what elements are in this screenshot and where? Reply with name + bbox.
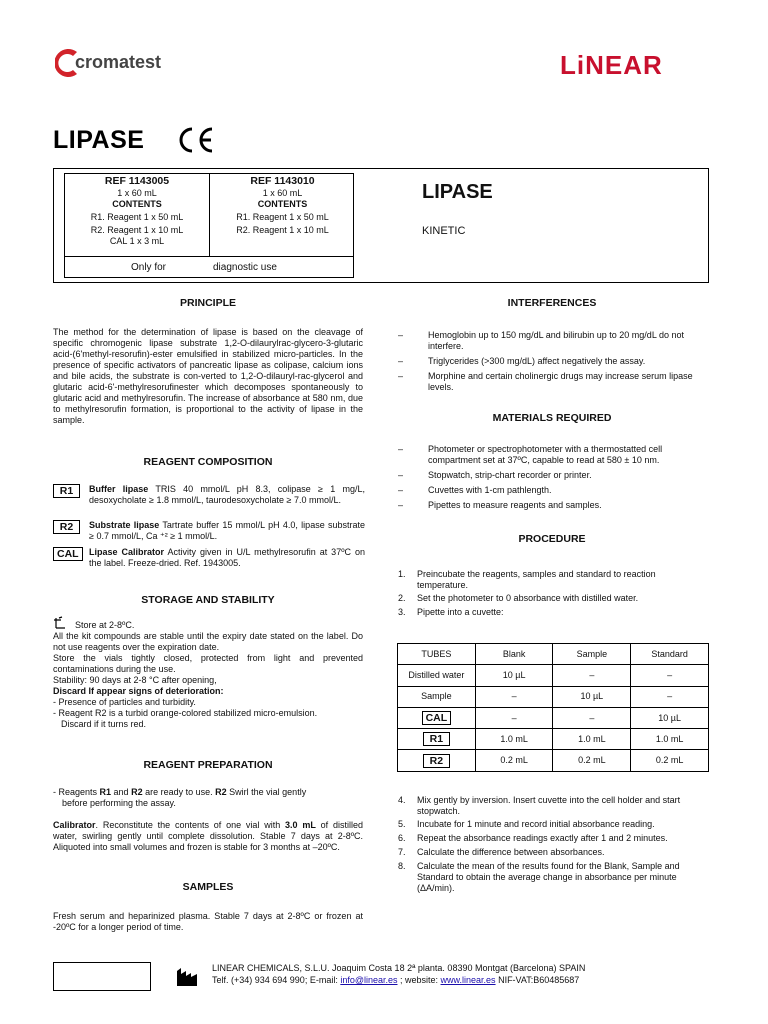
samples-text: Fresh serum and heparinized plasma. Stable 7 days at 2-8ºC or frozen at -20ºC for a longer period of time. xyxy=(53,911,363,932)
method-type: KINETIC xyxy=(422,225,466,237)
ref-r1: R1. Reagent 1 x 50 mL xyxy=(90,212,184,222)
principle-text: The method for the determination of lipase is based on the cleavage of specific chromogenic lipase substrate 1,2-O-dilaurylrac-glycero-3-glutaric acid-(6'methyl-resorufin)-ester emulsified in stabilized micro-particles. In the presence of specific activators of pancreatic lipase as colipase, calcium ions and bile acids, the substrate is con-verted to 1,2-O-dilauryl-rac-glycerol and glutaric acid-6'-methylresorufinester which decomposes spontaneously to glutaric acid and methylresorufin. The increase of absorbance at 580 nm, due to methylresorufin formation, is proportional to the activity of lipase in the sample. xyxy=(53,327,363,425)
cromatest-wordmark: cromatest xyxy=(75,52,162,72)
cal-badge: CAL xyxy=(422,711,452,725)
list-item: – Stopwatch, strip-chart recorder or printer. xyxy=(398,470,592,480)
pipetting-table xyxy=(397,643,709,772)
ref-volume: 1 x 60 mL xyxy=(262,188,303,198)
procedure-step: 6. Repeat the absorbance readings exactly after 1 and 2 minutes. xyxy=(398,833,668,843)
footer-company: LINEAR CHEMICALS, S.L.U. Joaquim Costa 18 2ª planta. 08390 Montgat (Barcelona) SPAIN xyxy=(212,963,586,973)
procedure-step: 4. Mix gently by inversion. Insert cuvette into the cell holder and start stopwatch. xyxy=(398,795,681,816)
storage-text: Store at 2-8ºC. All the kit compounds are stable until the expiry date stated on the label. Do not use reagents over the expiration date. Store the vials tightly closed, protected from light and prevented contaminations during the use. Stability: 90 days at 2-8 °C after opening, Discard If appear signs of deterioration: - Presence of particles and turbidity. - Reagent R2 is a turbid orange-colored stabilized micro-emulsion. Discard if it turns red. xyxy=(53,620,363,730)
table-row: Distilled water 10 µL – – xyxy=(398,665,709,686)
table-row: R1 1.0 mL 1.0 mL 1.0 mL xyxy=(398,729,709,750)
r1-badge: R1 xyxy=(423,732,450,746)
procedure-step: 8. Calculate the mean of the results found for the Blank, Sample and Standard to obtain the average change in absorbance per minute (ΔA/min). xyxy=(398,861,680,893)
list-item: – Hemoglobin up to 150 mg/dL and bilirubin up to 20 mg/dL do not interfere. xyxy=(398,330,685,351)
r2-badge: R2 xyxy=(423,754,450,768)
interferences-list xyxy=(398,330,706,397)
thermometer-icon xyxy=(53,616,67,630)
table-header-row: TUBES Blank Sample Standard xyxy=(398,644,709,665)
table-row: CAL – – 10 µL xyxy=(398,707,709,728)
ref-column-1 xyxy=(65,174,210,256)
procedure-step: 5. Incubate for 1 minute and record initial absorbance reading. xyxy=(398,819,655,829)
list-item: – Pipettes to measure reagents and samples. xyxy=(398,500,602,510)
storage-temp: Store at 2-8ºC. xyxy=(53,620,363,631)
ref-table xyxy=(64,173,354,278)
procedure-step: 2. Set the photometer to 0 absorbance with distilled water. xyxy=(398,593,639,603)
product-name: LIPASE xyxy=(422,181,493,203)
table-row: Sample – 10 µL – xyxy=(398,686,709,707)
ref-column-2 xyxy=(210,174,355,256)
list-item: – Photometer or spectrophotometer with a thermostatted cell compartment set at 37ºC, capable to read at 580 ± 10 nm. xyxy=(398,444,663,465)
procedure-heading: PROCEDURE xyxy=(518,533,586,545)
website-link[interactable]: www.linear.es xyxy=(440,975,496,985)
cal-badge: CAL xyxy=(53,547,83,561)
ref-volume: 1 x 60 mL xyxy=(117,188,157,198)
samples-heading: SAMPLES xyxy=(182,881,234,893)
ref-contents-label: CONTENTS xyxy=(257,199,308,209)
procedure-step: 3. Pipette into a cuvette: xyxy=(398,607,504,617)
ref-r1: R1. Reagent 1 x 50 mL xyxy=(236,212,329,222)
procedure-step: 7. Calculate the difference between absorbances. xyxy=(398,847,605,857)
procedure-steps-a xyxy=(398,569,706,618)
list-item: – Morphine and certain cholinergic drugs may increase serum lipase levels. xyxy=(398,371,693,392)
ref-number: REF 1143010 xyxy=(250,175,315,187)
materials-list xyxy=(398,444,706,515)
storage-heading: STORAGE AND STABILITY xyxy=(141,594,275,606)
interferences-heading: INTERFERENCES xyxy=(507,297,597,309)
ref-contents-label: CONTENTS xyxy=(112,199,162,209)
reagent-composition-heading: REAGENT COMPOSITION xyxy=(143,456,273,468)
preparation-reagents: - Reagents R1 and R2 are ready to use. R2 Swirl the vial gently before performing the assay. xyxy=(53,787,307,808)
procedure-steps-b xyxy=(398,795,706,894)
ref-r2: R2. Reagent 1 x 10 mL xyxy=(90,225,184,235)
ce-mark-icon xyxy=(175,125,215,155)
preparation-heading: REAGENT PREPARATION xyxy=(143,759,273,771)
table-row: R2 0.2 mL 0.2 mL 0.2 mL xyxy=(398,750,709,771)
ref-r2: R2. Reagent 1 x 10 mL xyxy=(236,225,329,235)
materials-heading: MATERIALS REQUIRED xyxy=(492,412,612,424)
ref-cal: CAL 1 x 3 mL xyxy=(109,236,165,246)
diagnostic-use-note: Only for diagnostic use xyxy=(65,256,353,278)
r1-badge: R1 xyxy=(53,484,80,498)
preparation-calibrator: Calibrator. Reconstitute the contents of one vial with 3.0 mL of distilled water, swirling gently until complete dissolution. Stable 7 days at 2-8ºC. Aliquoted into small volumes and frozen is stable for 3 months at –20ºC. xyxy=(53,820,364,852)
list-item: – Cuvettes with 1-cm pathlength. xyxy=(398,485,552,495)
footer-blank-box xyxy=(53,962,151,991)
procedure-step: 1. Preincubate the reagents, samples and standard to reaction temperature. xyxy=(398,569,656,590)
footer-contact: Telf. (+34) 934 694 990; E-mail: info@linear.es ; website: www.linear.es NIF-VAT:B60485687 xyxy=(212,975,580,985)
email-link[interactable]: info@linear.es xyxy=(340,975,398,985)
ref-number: REF 1143005 xyxy=(104,175,170,187)
page-title: LIPASE xyxy=(53,126,145,154)
manufacturer-icon xyxy=(176,967,198,987)
list-item: – Triglycerides (>300 mg/dL) affect negatively the assay. xyxy=(398,356,646,366)
principle-heading: PRINCIPLE xyxy=(179,297,236,309)
r2-badge: R2 xyxy=(53,520,80,534)
cromatest-logo xyxy=(55,46,195,82)
linear-logo: LiNEAR xyxy=(560,50,663,80)
